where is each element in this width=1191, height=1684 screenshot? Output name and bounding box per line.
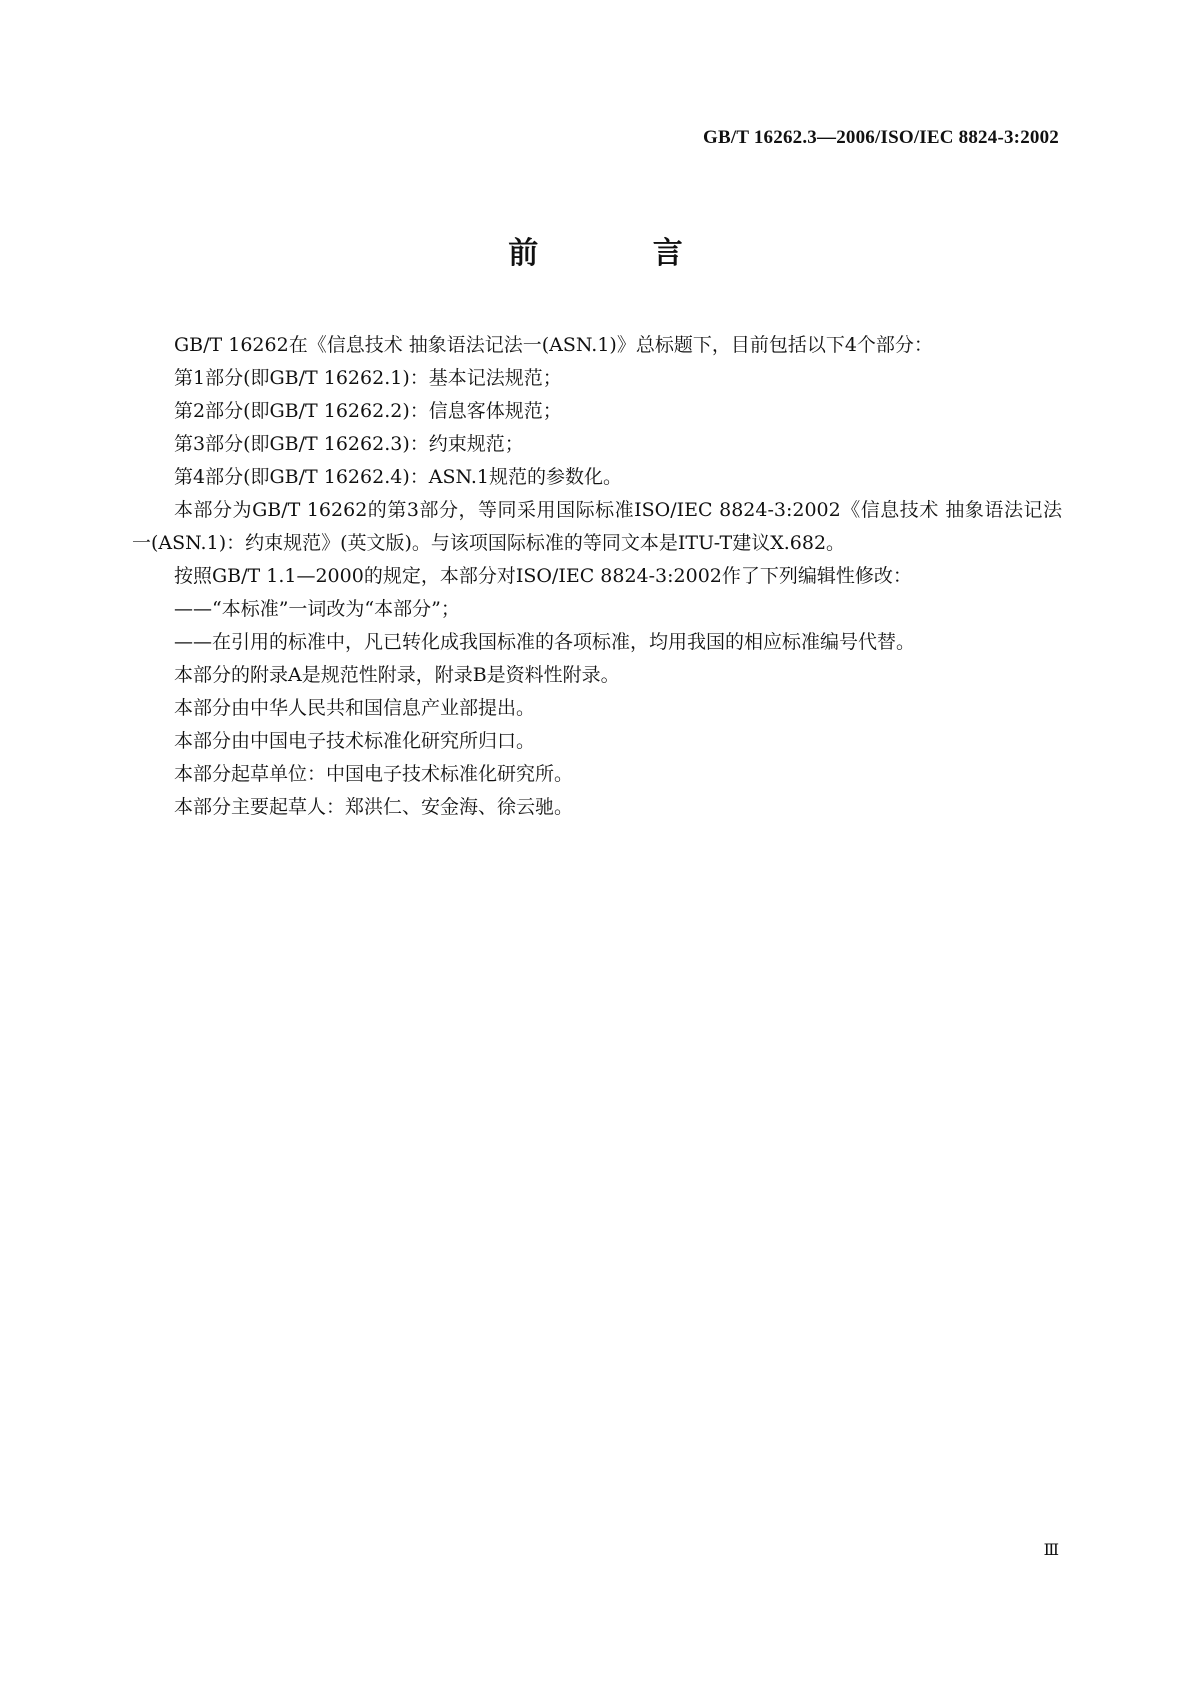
paragraph-editorial-changes: 按照GB/T 1.1—2000的规定，本部分对ISO/IEC 8824-3:2002作了下列编辑性修改： — [174, 565, 912, 587]
paragraph-part-1: 第1部分(即GB/T 16262.1)：基本记法规范； — [174, 367, 562, 389]
paragraph-drafting-unit: 本部分起草单位：中国电子技术标准化研究所。 — [174, 763, 574, 785]
standard-code-header: GB/T 16262.3—2006/ISO/IEC 8824-3:2002 — [703, 127, 1059, 148]
paragraph-change-2: ——在引用的标准中，凡已转化成我国标准的各项标准，均用我国的相应标准编号代替。 — [174, 631, 916, 653]
paragraph-intro: GB/T 16262在《信息技术 抽象语法记法一(ASN.1)》总标题下，目前包括以下4个部分： — [174, 334, 933, 356]
page-title: 前 言 — [508, 236, 735, 271]
paragraph-part-2: 第2部分(即GB/T 16262.2)：信息客体规范； — [174, 400, 562, 422]
paragraph-part-4: 第4部分(即GB/T 16262.4)：ASN.1规范的参数化。 — [174, 466, 623, 488]
paragraph-proposer: 本部分由中华人民共和国信息产业部提出。 — [174, 697, 536, 719]
page-number: Ⅲ — [1043, 1542, 1059, 1559]
paragraph-change-1: ——“本标准”一词改为“本部分”； — [174, 598, 460, 620]
foreword-body — [132, 329, 1062, 824]
paragraph-adoption: 本部分为GB/T 16262的第3部分，等同采用国际标准ISO/IEC 8824-3:2002《信息技术 抽象语法记法一(ASN.1)：约束规范》(英文版)。与该项国际标准的等同文本是ITU-T建议X.682。 — [132, 499, 1062, 554]
paragraph-centralized: 本部分由中国电子技术标准化研究所归口。 — [174, 730, 536, 752]
paragraph-annexes: 本部分的附录A是规范性附录，附录B是资料性附录。 — [174, 664, 620, 686]
paragraph-drafters: 本部分主要起草人：郑洪仁、安金海、徐云驰。 — [174, 796, 574, 818]
paragraph-part-3: 第3部分(即GB/T 16262.3)：约束规范； — [174, 433, 524, 455]
